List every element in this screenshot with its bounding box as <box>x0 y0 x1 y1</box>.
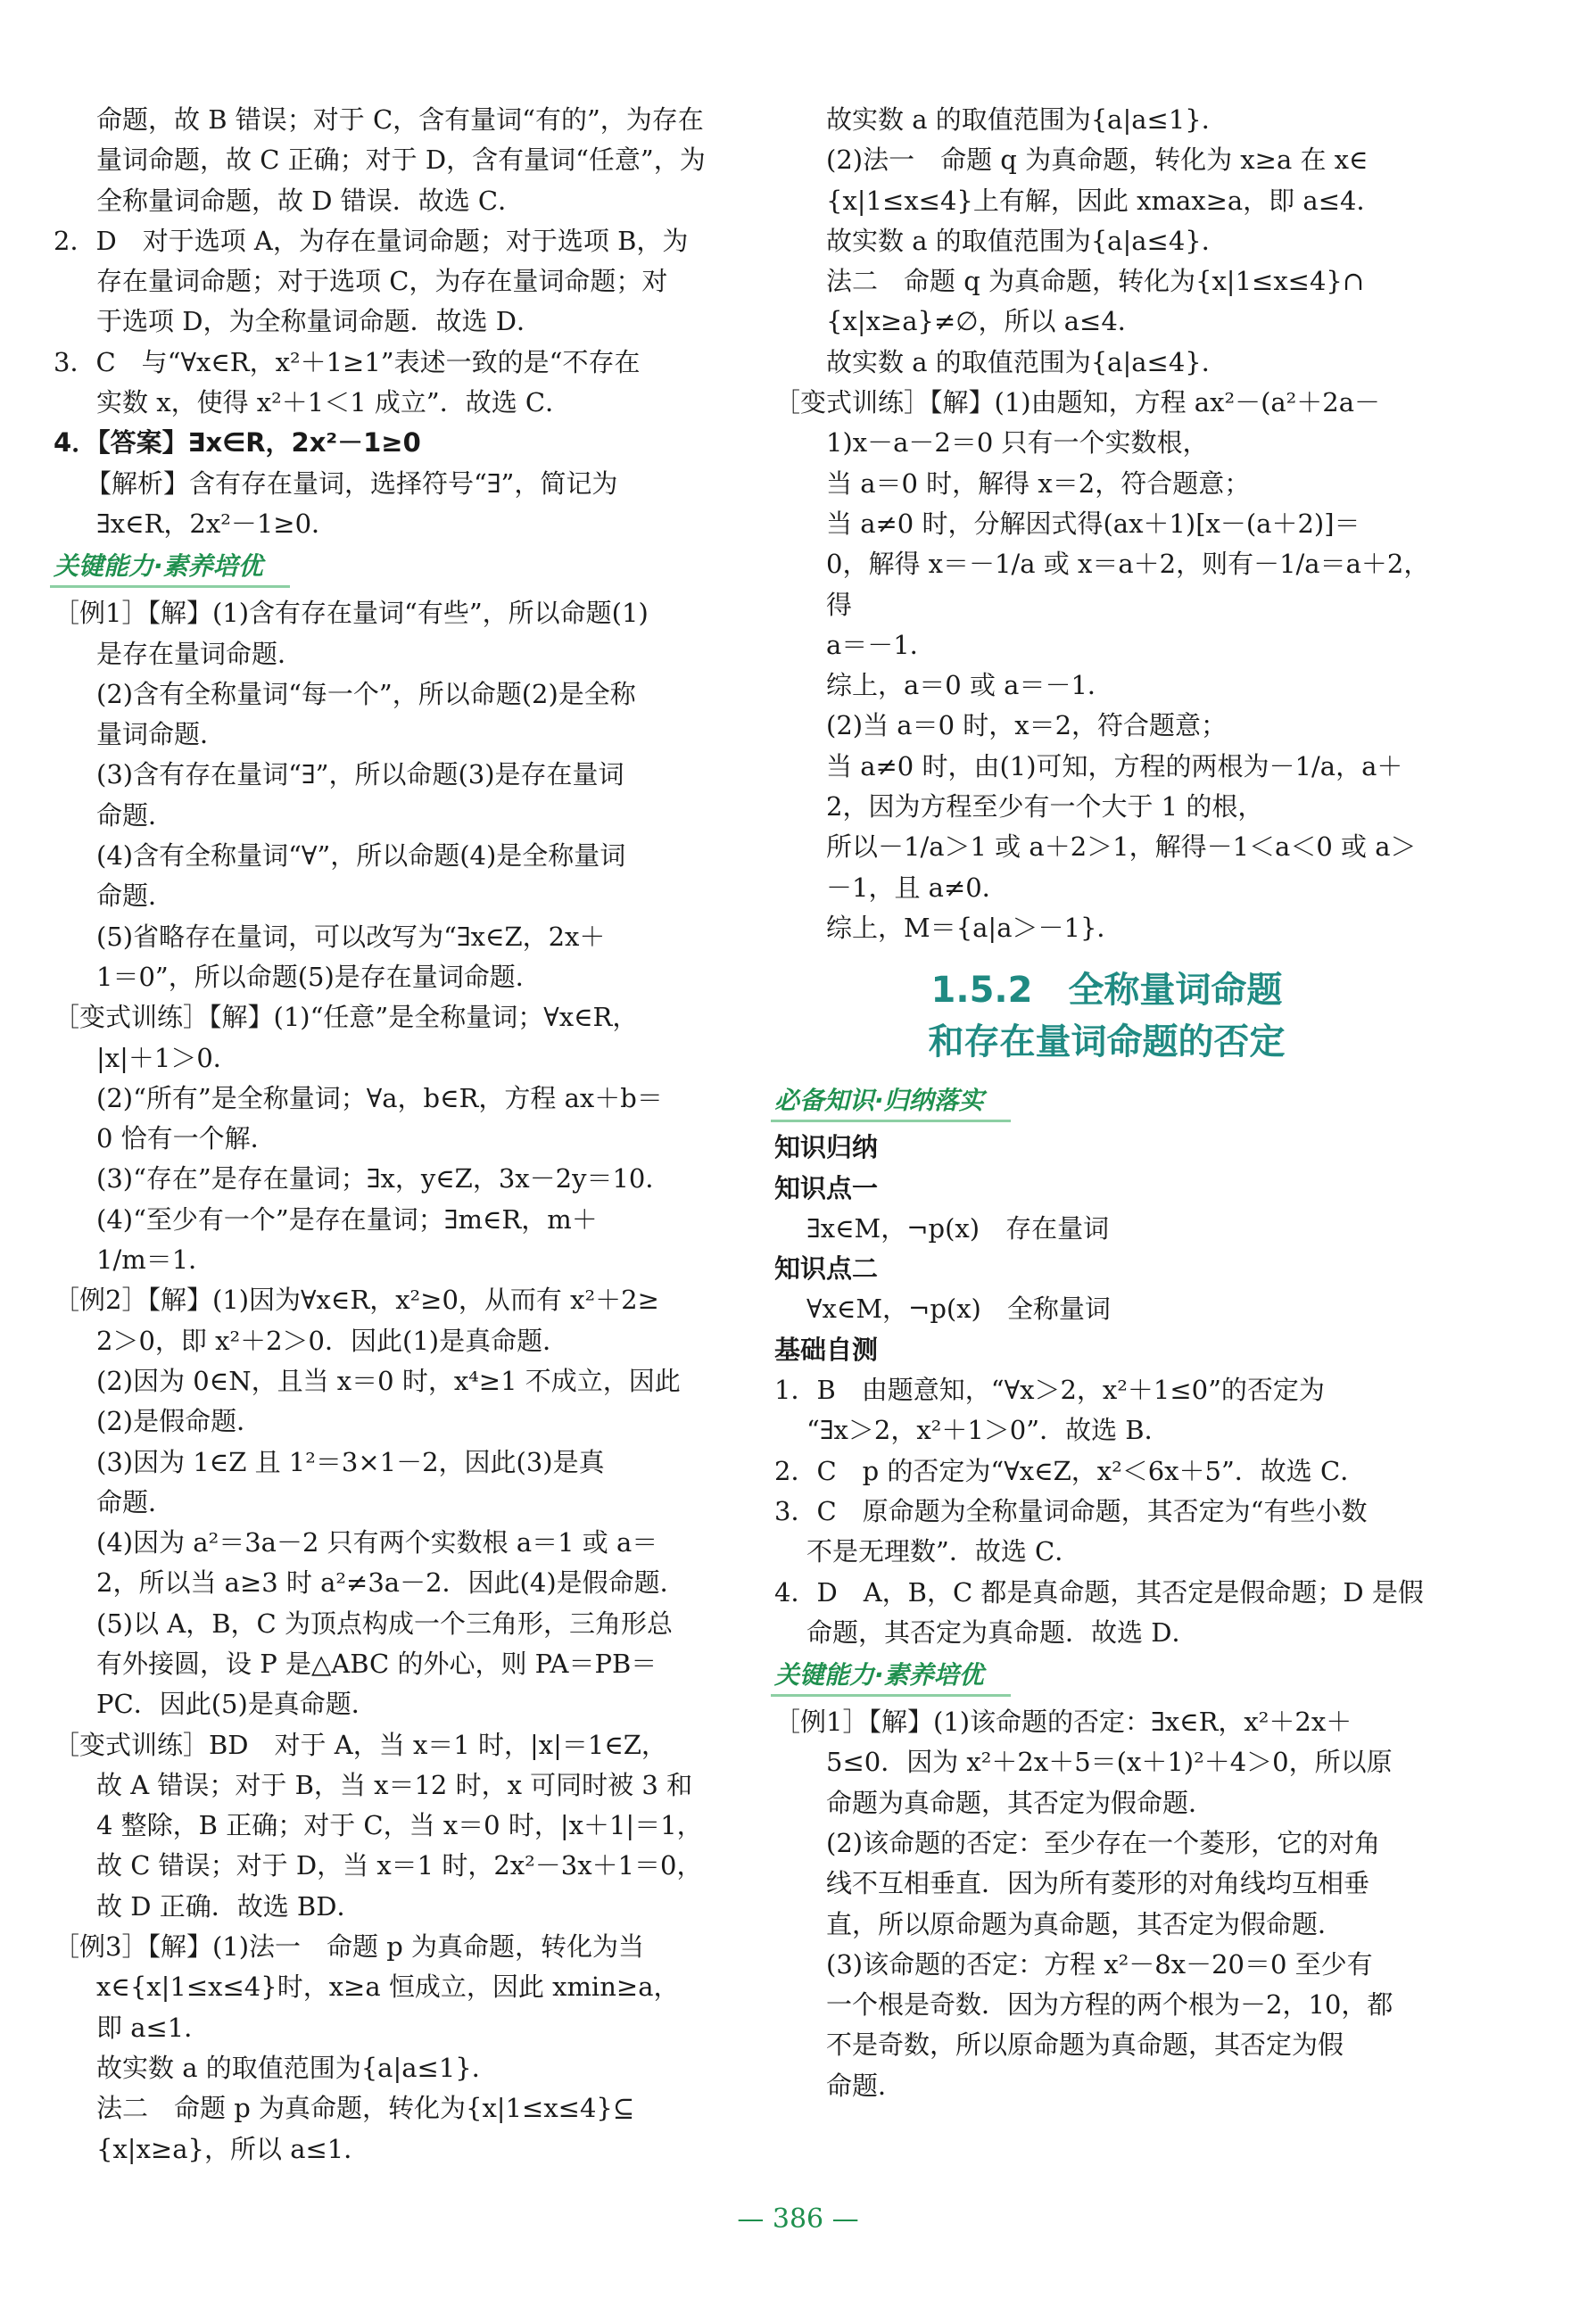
text-line: －1，且 a≠0． <box>826 872 1008 903</box>
right-column <box>774 100 1439 2106</box>
text-line: 【解析】含有存在量词，选择符号“∃”，简记为 <box>86 467 618 499</box>
text-line: 实数 x，使得 x²＋1＜1 成立”．故选 C． <box>96 387 572 418</box>
section-title: 和存在量词命题的否定 <box>928 1021 1286 1063</box>
text-line: 故 D 正确．故选 BD． <box>96 1890 363 1922</box>
text-line: ［例3］【解】(1)法一 命题 p 为真命题，转化为当 <box>54 1931 645 1963</box>
text-line: 不是奇数，所以原命题为真命题，其否定为假 <box>826 2030 1344 2061</box>
text-line: ［变式训练］【解】(1)由题知，方程 ax²－(a²＋2a－ <box>774 387 1381 418</box>
text-line: ∀x∈M，¬p(x) 全称量词 <box>806 1294 1111 1325</box>
section-banner-row <box>54 544 718 593</box>
text-line: 知识点二 <box>774 1253 879 1285</box>
text-line: 1＝0”，所以命题(5)是存在量词命题． <box>96 961 542 992</box>
text-line: ［变式训练］BD 对于 A，当 x＝1 时，|x|＝1∈Z， <box>54 1729 667 1760</box>
text-line: 2，因为方程至少有一个大于 1 的根， <box>826 791 1264 823</box>
section-banner: 关键能力·素养培优 <box>50 548 290 588</box>
text-line: 2．C p 的否定为“∀x∈Z，x²＜6x＋5”．故选 C． <box>774 1455 1367 1486</box>
text-line: (4)因为 a²＝3a－2 只有两个实数根 a＝1 或 a＝ <box>96 1527 658 1558</box>
text-line: 命题． <box>826 2070 905 2101</box>
text-line: (2)是假命题． <box>96 1406 263 1437</box>
section-banner-row <box>774 1653 1439 1702</box>
text-line: 基础自测 <box>774 1334 879 1365</box>
text-line: 2，所以当 a≥3 时 a²≠3a－2．因此(4)是假命题． <box>96 1567 686 1599</box>
text-line: 故实数 a 的取值范围为{a|a≤1}． <box>96 2052 498 2083</box>
text-line: a＝－1． <box>826 629 936 660</box>
text-line: 故 A 错误；对于 B，当 x＝12 时，x 可同时被 3 和 <box>96 1769 693 1800</box>
text-line: 4．【答案】∃x∈R，2x²－1≥0 <box>54 427 421 459</box>
text-line: 3．C 与“∀x∈R，x²＋1≥1”表述一致的是“不存在 <box>54 346 641 377</box>
text-line: 即 a≤1． <box>96 2012 211 2043</box>
text-line: 是存在量词命题． <box>96 638 304 669</box>
text-line: 故实数 a 的取值范围为{a|a≤1}． <box>826 104 1228 135</box>
text-line: (2)“所有”是全称量词；∀a，b∈R，方程 ax＋b＝ <box>96 1082 663 1113</box>
text-line: 存在量词命题；对于选项 C，为存在量词命题；对 <box>96 266 668 297</box>
text-line: (4)“至少有一个”是存在量词；∃m∈R，m＋ <box>96 1203 598 1235</box>
text-line: (2)该命题的否定：至少存在一个菱形，它的对角 <box>826 1827 1381 1858</box>
text-line: 当 a＝0 时，解得 x＝2，符合题意； <box>826 467 1251 499</box>
text-line: {x|x≥a}，所以 a≤1． <box>96 2133 370 2164</box>
text-line: ［变式训练］【解】(1)“任意”是全称量词；∀x∈R， <box>54 1002 639 1033</box>
section-banner: 关键能力·素养培优 <box>771 1657 1011 1697</box>
text-line: (2)含有全称量词“每一个”，所以命题(2)是全称 <box>96 678 636 709</box>
text-line: (5)省略存在量词，可以改写为“∃x∈Z，2x＋ <box>96 921 606 952</box>
text-line: ［例2］【解】(1)因为∀x∈R，x²≥0，从而有 x²＋2≥ <box>54 1285 659 1316</box>
text-line: (2)法一 命题 q 为真命题，转化为 x≥a 在 x∈ <box>826 145 1369 176</box>
section-title: 1.5.2 全称量词命题 <box>930 970 1283 1012</box>
text-line: 命题． <box>96 1486 175 1517</box>
text-line: PC．因此(5)是真命题． <box>96 1689 377 1720</box>
text-line: (3)因为 1∈Z 且 1²＝3×1－2，因此(3)是真 <box>96 1446 605 1477</box>
page-number: — 386 — <box>737 2203 859 2235</box>
text-line: 命题为真命题，其否定为假命题． <box>826 1787 1215 1818</box>
text-line: 量词命题，故 C 正确；对于 D，含有量词“任意”，为 <box>96 145 706 176</box>
text-line: 直，所以原命题为真命题，其否定为假命题． <box>826 1908 1344 1939</box>
text-line: 故实数 a 的取值范围为{a|a≤4}． <box>826 225 1228 256</box>
section-banner: 必备知识·归纳落实 <box>771 1082 1011 1122</box>
text-line: (4)含有全称量词“∀”，所以命题(4)是全称量词 <box>96 840 626 872</box>
text-line: 法二 命题 q 为真命题，转化为{x|1≤x≤4}∩ <box>826 266 1365 297</box>
text-line: 1．B 由题意知，“∀x＞2，x²＋1≤0”的否定为 <box>774 1375 1325 1406</box>
text-line: 1/m＝1． <box>96 1244 215 1276</box>
text-line: 4．D A，B，C 都是真命题，其否定是假命题；D 是假 <box>774 1576 1424 1608</box>
text-line: 命题，其否定为真命题．故选 D． <box>806 1616 1198 1648</box>
text-line: |x|＋1＞0． <box>96 1042 239 1073</box>
text-line: 命题． <box>96 799 175 831</box>
text-line: {x|1≤x≤4}上有解，因此 xmax≥a，即 a≤4． <box>826 185 1383 216</box>
text-line: 有外接圆，设 P 是△ABC 的外心，则 PA＝PB＝ <box>96 1648 657 1679</box>
text-line: 故 C 错误；对于 D，当 x＝1 时，2x²－3x＋1＝0， <box>96 1850 703 1881</box>
text-line: 3．C 原命题为全称量词命题，其否定为“有些小数 <box>774 1495 1368 1526</box>
text-line: 线不互相垂直．因为所有菱形的对角线均互相垂 <box>826 1868 1370 1899</box>
text-line: 综上，M＝{a|a＞－1}． <box>826 912 1123 943</box>
text-line: 故实数 a 的取值范围为{a|a≤4}． <box>826 346 1228 377</box>
text-line: ∃x∈R，2x²－1≥0． <box>96 508 338 539</box>
text-line: (2)当 a＝0 时，x＝2，符合题意； <box>826 710 1228 741</box>
text-line: 全称量词命题，故 D 错误．故选 C． <box>96 185 525 216</box>
text-line: (3)含有存在量词“∃”，所以命题(3)是存在量词 <box>96 759 624 790</box>
text-line: 4 整除，B 正确；对于 C，当 x＝0 时，|x＋1|＝1， <box>96 1810 703 1841</box>
text-line: 2．D 对于选项 A，为存在量词命题；对于选项 B，为 <box>54 225 689 256</box>
text-line: 量词命题． <box>96 719 227 750</box>
text-line: 法二 命题 p 为真命题，转化为{x|1≤x≤4}⊆ <box>96 2093 635 2124</box>
text-line: 5≤0．因为 x²＋2x＋5＝(x＋1)²＋4＞0，所以原 <box>826 1747 1393 1778</box>
text-line: (3)“存在”是存在量词；∃x，y∈Z，3x－2y＝10． <box>96 1163 672 1195</box>
text-line: ［例1］【解】(1)含有存在量词“有些”，所以命题(1) <box>54 598 649 629</box>
text-line: 当 a≠0 时，由(1)可知，方程的两根为－1/a，a＋ <box>826 750 1403 781</box>
text-line: 2＞0，即 x²＋2＞0．因此(1)是真命题． <box>96 1325 569 1356</box>
left-column <box>54 100 718 2170</box>
text-line: 于选项 D，为全称量词命题．故选 D． <box>96 306 542 337</box>
text-line: 一个根是奇数．因为方程的两个根为－2，10，都 <box>826 1989 1393 2021</box>
section-banner-row <box>774 1079 1439 1128</box>
text-line: 综上，a＝0 或 a＝－1． <box>826 670 1113 701</box>
text-line: ∃x∈M，¬p(x) 存在量词 <box>806 1212 1110 1244</box>
text-line: 所以－1/a＞1 或 a＋2＞1，解得－1＜a＜0 或 a＞ <box>826 831 1417 863</box>
text-line: 知识点一 <box>774 1172 879 1203</box>
text-line: ［例1］【解】(1)该命题的否定：∃x∈R，x²＋2x＋ <box>774 1707 1352 1738</box>
text-line: 命题． <box>96 880 175 912</box>
text-line: 0，解得 x＝－1/a 或 x＝a＋2，则有－1/a＝a＋2，得 <box>826 549 1430 620</box>
text-line: 命题，故 B 错误；对于 C，含有量词“有的”，为存在 <box>96 104 704 135</box>
text-line: (2)因为 0∈N，且当 x＝0 时，x⁴≥1 不成立，因此 <box>96 1365 681 1396</box>
text-line: {x|x≥a}≠∅，所以 a≤4． <box>826 306 1144 337</box>
text-line: 当 a≠0 时，分解因式得(ax＋1)[x－(a＋2)]＝ <box>826 508 1360 539</box>
text-line: “∃x＞2，x²＋1＞0”．故选 B． <box>806 1415 1170 1446</box>
text-line: x∈{x|1≤x≤4}时，x≥a 恒成立，因此 xmin≥a， <box>96 1972 680 2003</box>
text-line: (5)以 A，B，C 为顶点构成一个三角形，三角形总 <box>96 1608 673 1639</box>
text-line: 1)x－a－2＝0 只有一个实数根， <box>826 427 1209 459</box>
text-line: 知识归纳 <box>774 1132 879 1163</box>
text-line: 0 恰有一个解． <box>96 1123 277 1154</box>
text-line: (3)该命题的否定：方程 x²－8x－20＝0 至少有 <box>826 1948 1373 1980</box>
text-line: 不是无理数”．故选 C． <box>806 1536 1081 1567</box>
